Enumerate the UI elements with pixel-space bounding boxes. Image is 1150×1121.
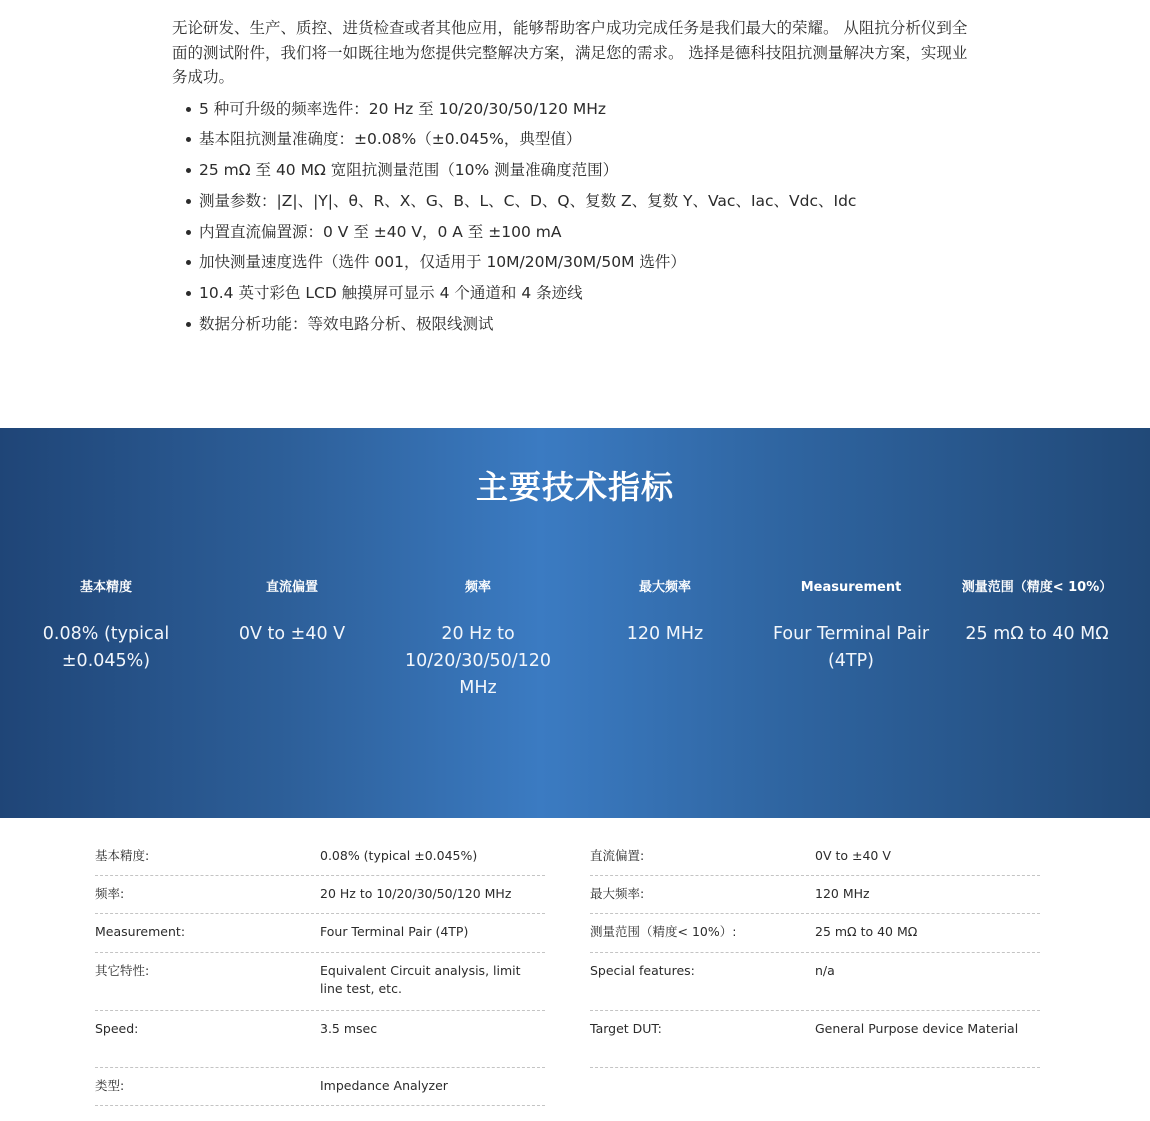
feature-item: 加快测量速度选件（选件 001，仅适用于 10M/20M/30M/50M 选件）	[186, 247, 972, 278]
intro-section	[172, 16, 972, 340]
key-spec-value: Four Terminal Pair (4TP)	[772, 624, 930, 671]
key-spec-label: 最大频率	[638, 580, 691, 595]
spec-table-right-column	[590, 838, 1040, 1068]
key-spec-label: Measurement	[800, 580, 902, 595]
key-spec-label: 基本精度	[79, 580, 132, 595]
key-spec-value: 25 mΩ to 40 MΩ	[965, 624, 1109, 644]
key-spec-label: 频率	[464, 580, 491, 595]
key-spec-measurement	[771, 580, 931, 675]
spec-value: General Purpose device Material	[815, 1021, 1019, 1036]
intro-paragraph: 无论研发、生产、质控、进货检查或者其他应用，能够帮助客户成功完成任务是我们最大的荣耀。 从阻抗分析仪到全面的测试附件，我们将一如既往地为您提供完整解决方案，满足您的需求。 选择是德科技阻抗测量解决方案，实现业务成功。	[172, 19, 968, 86]
spec-key: Measurement:	[95, 924, 186, 939]
spec-key: Target DUT:	[590, 1021, 662, 1036]
key-spec-max-frequency	[585, 580, 745, 648]
table-row	[590, 876, 1040, 914]
feature-item: 5 种可升级的频率选件：20 Hz 至 10/20/30/50/120 MHz	[186, 94, 972, 125]
key-spec-value: 120 MHz	[626, 624, 704, 644]
key-spec-value: 0V to ±40 V	[238, 624, 346, 644]
feature-item: 内置直流偏置源：0 V 至 ±40 V，0 A 至 ±100 mA	[186, 217, 972, 248]
key-spec-accuracy	[26, 580, 186, 675]
spec-key: 测量范围（精度< 10%）:	[590, 924, 737, 939]
spec-key: 最大频率:	[590, 886, 645, 901]
spec-key: 类型:	[95, 1078, 125, 1093]
spec-value: 20 Hz to 10/20/30/50/120 MHz	[320, 886, 512, 901]
feature-list	[186, 94, 972, 340]
feature-item: 测量参数：|Z|、|Y|、θ、R、X、G、B、L、C、D、Q、复数 Z、复数 Y、Vac、Iac、Vdc、Idc	[186, 186, 972, 217]
table-row	[590, 1011, 1040, 1068]
spec-value: Impedance Analyzer	[320, 1078, 448, 1093]
key-spec-range	[957, 580, 1117, 648]
spec-table-left-column	[95, 838, 545, 1106]
spec-value: 25 mΩ to 40 MΩ	[815, 924, 918, 939]
table-row	[95, 914, 545, 953]
table-row	[95, 953, 545, 1011]
spec-key: 频率:	[95, 886, 125, 901]
table-row	[590, 914, 1040, 953]
key-specs-band	[0, 428, 1150, 818]
spec-value: 0.08% (typical ±0.045%)	[320, 848, 478, 863]
feature-item: 数据分析功能：等效电路分析、极限线测试	[186, 309, 972, 340]
spec-value: Equivalent Circuit analysis, limit line test, etc.	[320, 963, 521, 996]
spec-key: 基本精度:	[95, 848, 150, 863]
spec-value: 0V to ±40 V	[815, 848, 891, 863]
key-spec-label: 测量范围（精度< 10%）	[961, 580, 1113, 595]
table-row	[590, 838, 1040, 876]
spec-value: 3.5 msec	[320, 1021, 378, 1036]
feature-item: 基本阻抗测量准确度：±0.08%（±0.045%，典型值）	[186, 124, 972, 155]
table-row	[95, 838, 545, 876]
spec-key: Speed:	[95, 1021, 139, 1036]
table-row	[590, 953, 1040, 1011]
table-row	[95, 1068, 545, 1106]
feature-item: 10.4 英寸彩色 LCD 触摸屏可显示 4 个通道和 4 条迹线	[186, 278, 972, 309]
key-spec-value: 0.08% (typical ±0.045%)	[42, 624, 170, 671]
spec-key: Special features:	[590, 963, 695, 978]
spec-key: 其它特性:	[95, 963, 150, 978]
key-spec-frequency	[398, 580, 558, 702]
key-spec-label: 直流偏置	[265, 580, 318, 595]
spec-value: n/a	[815, 963, 835, 978]
spec-value: 120 MHz	[815, 886, 870, 901]
table-row	[95, 876, 545, 914]
feature-item: 25 mΩ 至 40 MΩ 宽阻抗测量范围（10% 测量准确度范围）	[186, 155, 972, 186]
key-spec-value: 20 Hz to 10/20/30/50/120 MHz	[404, 624, 552, 698]
spec-key: 直流偏置:	[590, 848, 645, 863]
key-specs-title: 主要技术指标	[475, 468, 674, 506]
key-spec-dc-bias	[212, 580, 372, 648]
table-row	[95, 1011, 545, 1068]
spec-value: Four Terminal Pair (4TP)	[320, 924, 469, 939]
